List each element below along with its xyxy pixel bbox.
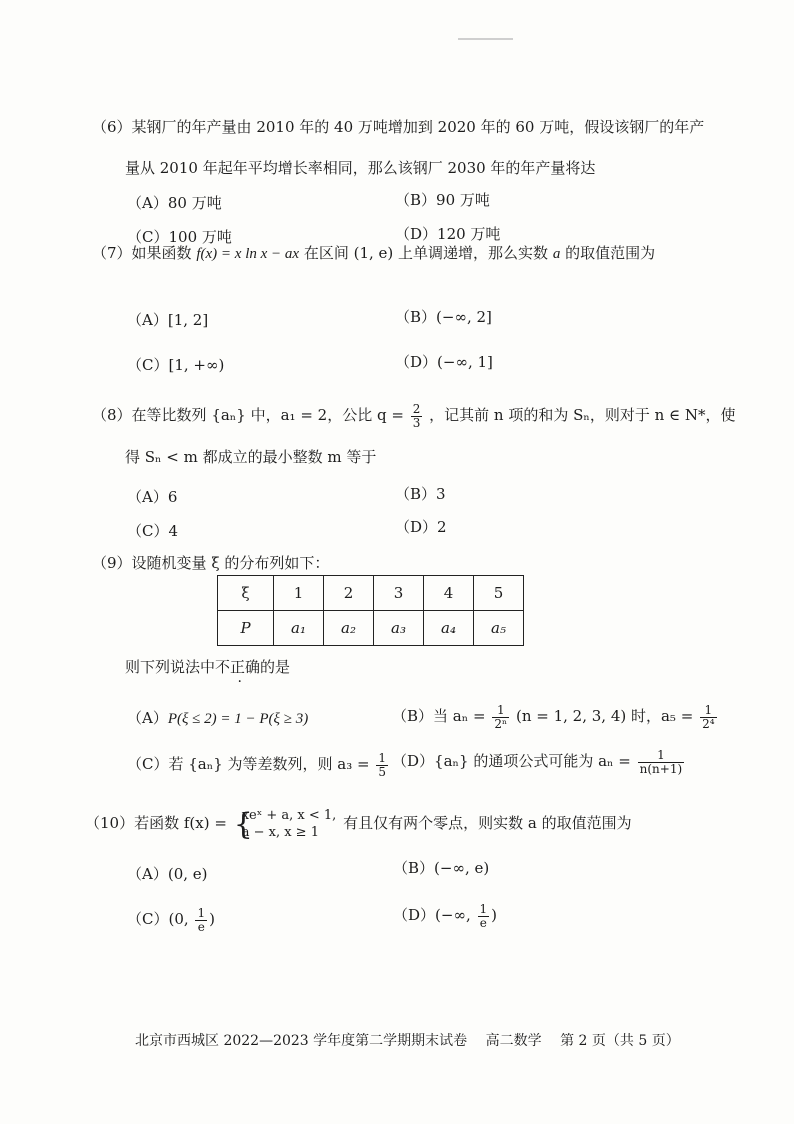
q9-option-a[interactable]: （A）P(ξ ≤ 2) = 1 − P(ξ ≥ 3): [127, 709, 309, 727]
distribution-table: [217, 575, 524, 646]
q8-number: （8）: [92, 406, 132, 424]
q10-stem: （10）若函数 f(x) = { xeˣ + a, x < 1, a − x, x ≥ 1 有且仅有两个零点，则实数 a 的取值范围为: [85, 803, 632, 843]
table-cell: 4: [424, 576, 474, 611]
footer-subject: 高二数学: [485, 1033, 542, 1049]
table-cell: a₃: [374, 611, 424, 646]
q6-option-b[interactable]: （B）90 万吨: [395, 191, 490, 209]
q10-option-b[interactable]: （B）(−∞, e): [393, 859, 490, 877]
q10-piecewise: { xeˣ + a, x < 1, a − x, x ≥ 1: [234, 807, 337, 841]
table-cell: 3: [374, 576, 424, 611]
q7-option-c[interactable]: （C）[1, +∞): [127, 356, 225, 374]
table-cell: a₁: [274, 611, 324, 646]
q10-option-c[interactable]: （C）(0, $\frac{1}{e}$ ): [127, 905, 215, 934]
table-cell: a₂: [324, 611, 374, 646]
table-cell: a₅: [474, 611, 524, 646]
table-cell: ξ: [218, 576, 274, 611]
q7-stem: （7）如果函数 f(x) = x ln x − ax 在区间 (1, e) 上单调递增，那么实数 a 的取值范围为: [92, 244, 656, 262]
q6-stem-line2: 量从 2010 年起年平均增长率相同，那么该钢厂 2030 年的年产量将达: [125, 159, 596, 177]
table-cell: P: [218, 611, 274, 646]
q7-option-d[interactable]: （D）(−∞, 1]: [395, 353, 493, 371]
q8-option-c[interactable]: （C）4: [127, 522, 179, 540]
q8-ratio-fraction: $\frac{2}{3}$: [412, 401, 421, 430]
q9-option-d[interactable]: （D）{aₙ} 的通项公式可能为 aₙ = $\frac{1}{n(n+1)}$: [392, 747, 683, 776]
q9-question: 则下列说法中不正确的是: [125, 658, 291, 676]
q9-emphasis: 不正确: [215, 658, 261, 676]
footer-school: 北京市西城区 2022—2023 学年度第二学期期末试卷: [135, 1033, 468, 1049]
q7-option-a[interactable]: （A）[1, 2]: [127, 311, 209, 329]
q6-stem-line1: [92, 117, 704, 137]
q8-option-b[interactable]: （B）3: [395, 485, 446, 503]
q7-number: （7）: [92, 244, 132, 262]
q6-option-a[interactable]: （A）80 万吨: [127, 194, 222, 212]
q6-option-c[interactable]: （C）100 万吨: [127, 228, 232, 246]
q9-number: （9）: [92, 554, 132, 572]
q10-option-a[interactable]: （A）(0, e): [127, 865, 208, 883]
q7-function: f(x) = x ln x − ax: [196, 246, 300, 262]
q8-option-a[interactable]: （A）6: [127, 488, 178, 506]
brace-icon: {: [233, 807, 253, 842]
table-cell: 2: [324, 576, 374, 611]
table-cell: 1: [274, 576, 324, 611]
table-row: [218, 611, 524, 646]
q7-option-b[interactable]: （B）(−∞, 2]: [395, 308, 492, 326]
q8-stem-line2: 得 Sₙ < m 都成立的最小整数 m 等于: [125, 448, 377, 466]
page-footer: [135, 1030, 694, 1050]
q10-option-d[interactable]: （D）(−∞, $\frac{1}{e}$ ): [393, 901, 497, 930]
q8-stem-line1: （8）在等比数列 {aₙ} 中，a₁ = 2，公比 q = $\frac{2}{3}$ ，记其前 n 项的和为 Sₙ，则对于 n ∈ N*，使: [92, 401, 736, 430]
scan-mark: [458, 38, 513, 40]
table-cell: 5: [474, 576, 524, 611]
table-cell: a₄: [424, 611, 474, 646]
q9-option-b[interactable]: （B）当 aₙ = $\frac{1}{\text{2ⁿ}}$ (n = 1, 2, 3, 4) 时，a₅ = $\frac{1}{\text{2⁴}}$: [392, 702, 715, 731]
q8-option-d[interactable]: （D）2: [395, 518, 447, 536]
q9-option-c[interactable]: （C）若 {aₙ} 为等差数列，则 a₃ = $\frac{1}{5}$: [127, 750, 387, 779]
footer-page: 第 2 页（共 5 页）: [560, 1033, 680, 1049]
q6-text-1: 某钢厂的年产量由 2010 年的 40 万吨增加到 2020 年的 60 万吨，假设该钢厂的年产: [131, 118, 705, 136]
q6-number: （6）: [92, 118, 132, 136]
q10-number: （10）: [85, 814, 135, 832]
table-row: [218, 576, 524, 611]
q6-option-d[interactable]: （D）120 万吨: [395, 225, 501, 243]
q9-stem: （9）设随机变量 ξ 的分布列如下：: [92, 554, 330, 572]
